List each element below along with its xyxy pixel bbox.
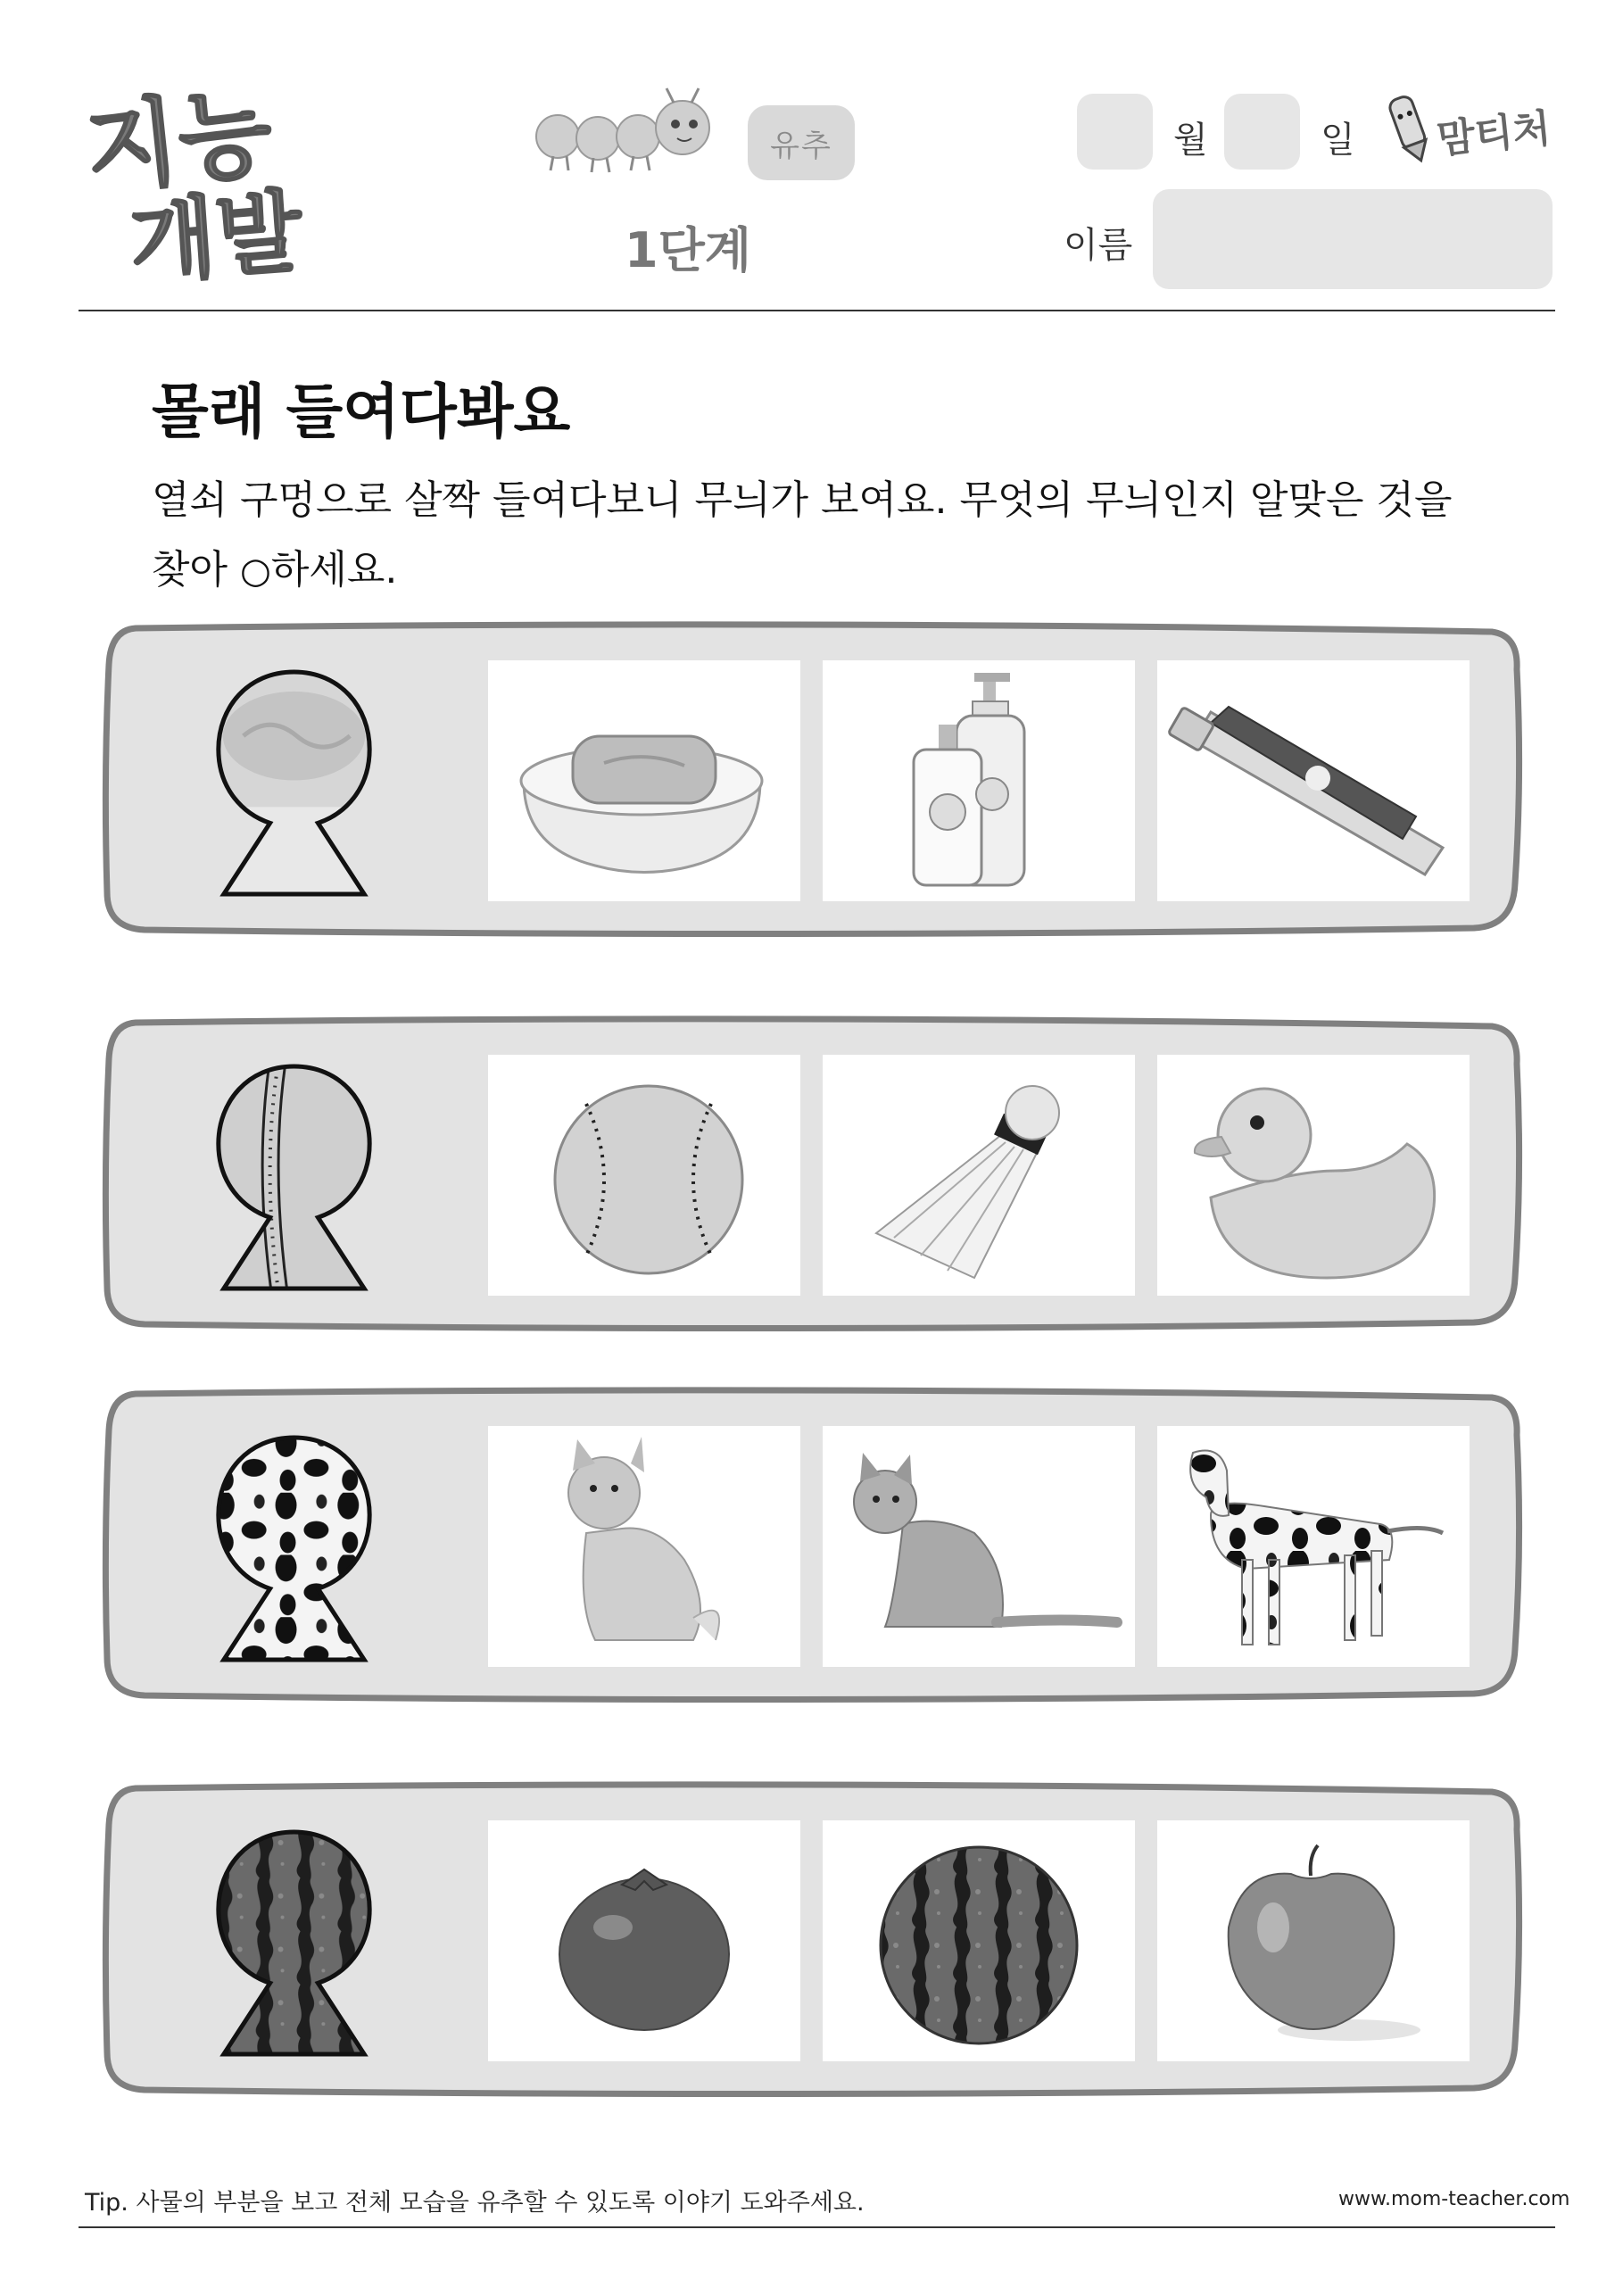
keyhole-watermelon-stripe-pattern [207, 1825, 381, 2061]
option-soap-in-dish[interactable] [488, 660, 800, 901]
instruction-line-2: 찾아 ○하세요. [152, 547, 398, 593]
caterpillar-icon [531, 85, 763, 183]
brand-logo [1387, 89, 1561, 165]
question-row-2 [100, 1010, 1525, 1336]
dalmatian-icon [1157, 1426, 1470, 1667]
option-shiba-dog[interactable] [488, 1426, 800, 1667]
baseball-icon [488, 1055, 800, 1296]
rubber-duck-icon [1157, 1055, 1470, 1296]
option-apple[interactable] [1157, 1820, 1470, 2061]
brand-text: 맘티처 [1435, 105, 1553, 163]
option-shuttlecock[interactable] [823, 1055, 1135, 1296]
logo [85, 80, 344, 286]
tip-text: Tip. 사물의 부분을 보고 전체 모습을 유추할 수 있도록 이야기 도와주세요. [85, 2189, 865, 2217]
name-field[interactable] [1153, 189, 1553, 289]
category-badge: 유추 [748, 105, 855, 180]
circle-symbol: ○ [240, 551, 271, 592]
option-dalmatian[interactable] [1157, 1426, 1470, 1667]
soap-dish-icon [488, 660, 800, 901]
page-title: 몰래 들여다봐요 [152, 377, 571, 446]
tomato-icon [488, 1820, 800, 2061]
option-tomato[interactable] [488, 1820, 800, 2061]
logo-text-2: 개발 [126, 178, 306, 286]
site-url[interactable]: www.mom-teacher.com [1338, 2188, 1570, 2210]
option-tabby-cat[interactable] [823, 1426, 1135, 1667]
watermelon-icon [823, 1820, 1135, 2061]
stage-label: 1단계 [625, 222, 751, 278]
header-divider [79, 310, 1555, 311]
month-label: 월 [1173, 120, 1208, 161]
lotion-bottles-icon [823, 660, 1135, 901]
footer-divider [79, 2226, 1555, 2228]
logo-text-1: 지능 [85, 80, 277, 207]
keyhole-dalmatian-spot-pattern [207, 1430, 381, 1667]
apple-icon [1157, 1820, 1470, 2061]
option-toothpaste-tube[interactable] [1157, 660, 1470, 901]
toothpaste-icon [1157, 660, 1470, 901]
keyhole-baseball-stitch-pattern [207, 1059, 381, 1296]
option-lotion-bottles[interactable] [823, 660, 1135, 901]
name-label: 이름 [1064, 225, 1133, 266]
shuttlecock-icon [823, 1055, 1135, 1296]
day-input[interactable] [1224, 94, 1300, 170]
question-row-1 [100, 616, 1525, 941]
instruction-line-1: 열쇠 구멍으로 살짝 들여다보니 무늬가 보여요. 무엇의 무늬인지 알맞은 것을 [152, 477, 1453, 523]
question-row-3 [100, 1381, 1525, 1707]
instructions [152, 466, 1454, 606]
option-watermelon[interactable] [823, 1820, 1135, 2061]
shiba-dog-icon [488, 1426, 800, 1667]
day-label: 일 [1321, 120, 1355, 161]
option-baseball[interactable] [488, 1055, 800, 1296]
tabby-cat-icon [823, 1426, 1135, 1667]
option-rubber-duck[interactable] [1157, 1055, 1470, 1296]
question-row-4 [100, 1776, 1525, 2101]
keyhole-soap-pattern [207, 665, 381, 901]
month-input[interactable] [1077, 94, 1153, 170]
